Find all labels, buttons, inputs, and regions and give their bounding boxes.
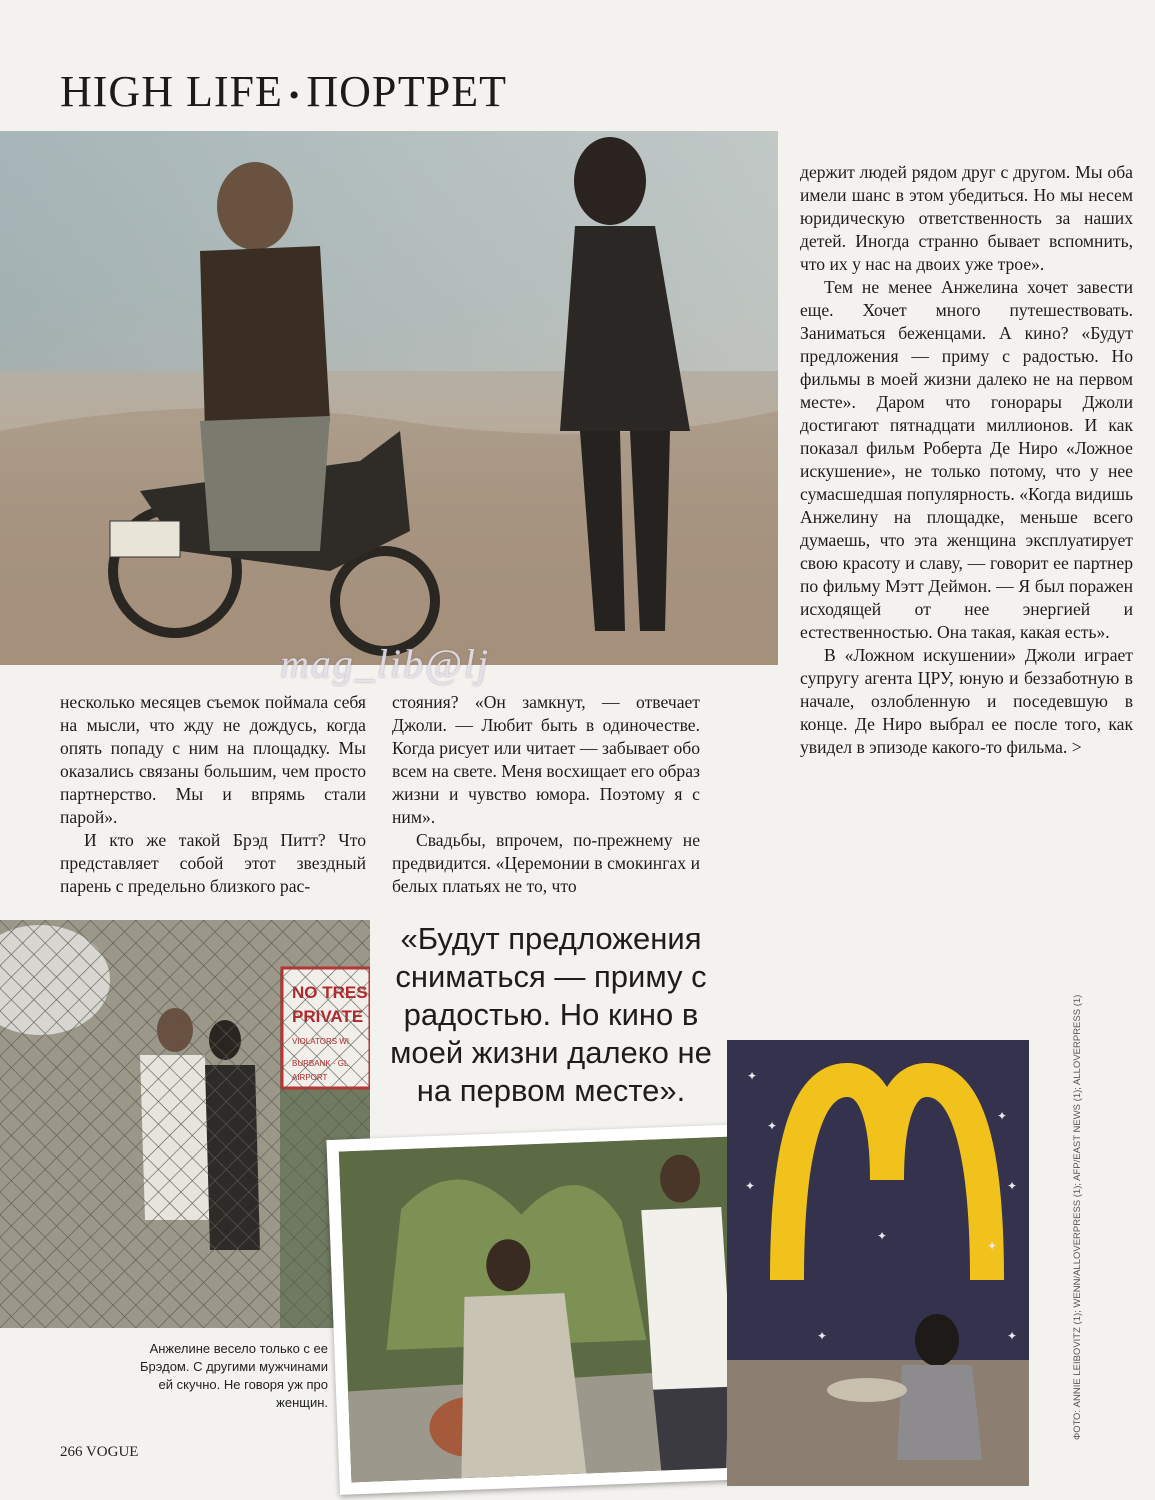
svg-text:✦: ✦ [817, 1329, 828, 1343]
photo-credits: ФОТО: ANNIE LEIBOVITZ (1); WENN/ALLOVERPRESS (1); AFP/EAST NEWS (1); ALLOVERPRESS (1) [1072, 994, 1083, 1440]
left-column-text [60, 691, 366, 898]
mcdonalds-photo [727, 1040, 1029, 1486]
pull-quote: «Будут предложения сниматься — приму с радостью. Но кино в моей жизни далеко не на первом месте». [390, 921, 712, 1108]
middle-column-text [392, 691, 700, 898]
paragraph: В «Ложном искушении» Джоли играет супругу агента ЦРУ, юную и беззаботную в начале, озлобленную и поседевшую в конце. Де Ниро выбрал ее после того, как увидел в эпизоде какого-то фильма. > [800, 645, 1133, 757]
paragraph: И кто же такой Брэд Питт? Что представляет собой этот звездный парень с предельно близкого рас- [60, 830, 366, 896]
svg-text:✦: ✦ [1007, 1329, 1018, 1343]
watermark: mag_lib@lj [280, 641, 491, 686]
section-title: HIGH LIFE [60, 67, 283, 116]
svg-text:✦: ✦ [987, 1239, 998, 1253]
paragraph: держит людей рядом друг с другом. Мы оба имели шанс в этом убедиться. Но мы несем юридическую ответственность за наших детей. Иногда странно бывает вспомнить, что их у нас на двоих уже трое». [800, 162, 1133, 274]
main-photo [0, 131, 778, 665]
photo-caption: Анжелине весело только с ее Брэдом. С другими мужчинами ей скучно. Не говоря уж про женщин. [140, 1341, 328, 1410]
fence-photo [0, 920, 370, 1328]
right-column-text [800, 161, 1133, 759]
separator-dot: • [288, 78, 301, 112]
section-header [60, 66, 507, 117]
svg-text:✦: ✦ [997, 1109, 1008, 1123]
paragraph: Свадьбы, впрочем, по-прежнему не предвидится. «Церемонии в смокингах и белых платьях не то, что [392, 830, 700, 896]
paragraph: стояния? «Он замкнут, — отвечает Джоли. — Любит быть в одиночестве. Когда рисует или читает — забывает обо всем на свете. Меня восхищает его образ жизни и чувство юмора. Поэтому я с ним». [392, 692, 700, 827]
paragraph: Тем не менее Анжелина хочет завести еще. Хочет много путешествовать. Заниматься беженцами. А кино? «Будут предложения — приму с радостью. Но фильмы в моей жизни далеко не на первом месте». Даром что гонорары Джоли достигают пятнадцати миллионов. И как показал фильм Роберта Де Ниро «Ложное искушение», не только потому, что у нее сумасшедшая популярность. «Когда видишь Анжелину на площадке, меньше всего думаешь, что эта женщина эксплуатирует свою красоту и славу, — говорит ее партнер по фильму Мэтт Деймон. — Я был поражен исходящей от нее энергией и естественностью. Она такая, какая есть». [800, 277, 1133, 642]
main-photo-illustration [0, 131, 778, 665]
fence-photo-illustration [0, 920, 370, 1328]
svg-text:✦: ✦ [767, 1119, 778, 1133]
paragraph: несколько месяцев съемок поймала себя на мысли, что жду не дождусь, когда опять попаду с ним на площадку. Мы оказались связаны большим, чем просто партнерство. Мы и впрямь стали парой». [60, 692, 366, 827]
svg-text:✦: ✦ [877, 1229, 888, 1243]
page-folio: 266 VOGUE [60, 1444, 139, 1460]
svg-text:✦: ✦ [747, 1069, 758, 1083]
mcdonalds-photo-illustration [727, 1040, 1029, 1486]
rubric-title: ПОРТРЕТ [306, 67, 508, 116]
svg-text:✦: ✦ [1007, 1179, 1018, 1193]
svg-text:✦: ✦ [745, 1179, 756, 1193]
